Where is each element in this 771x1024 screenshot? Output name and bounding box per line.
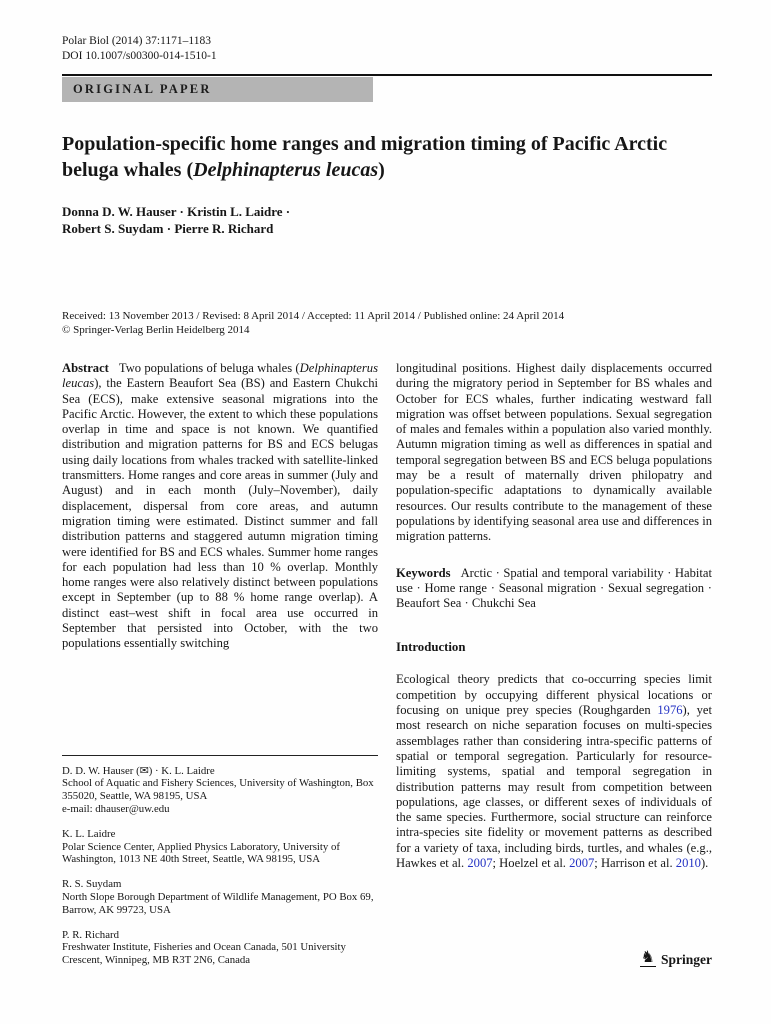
abstract-right: longitudinal positions. Highest daily displacements occurred during the migratory period in September for BS whales and October for ECS whales, further indicating westward fall migration was offset between populations. Sexual segregation of males and females within a population also varied monthly. Autumn migration timing as well as differences in spatial and temporal segregation between BS and ECS beluga populations may be a result of maternally driven philopatry and population-specific adaptations to dynamically available resources. Our results contribute to the management of these populations by identifying seasonal area use and differences in migration patterns. xyxy=(396,361,712,544)
keywords-text: Arctic · Spatial and temporal variability · Habitat use · Home range · Seasonal migration · Sexual segregation · Beaufort Sea · Chukchi Sea xyxy=(396,565,712,611)
body-columns xyxy=(62,361,712,967)
footnote-author-names: P. R. Richard xyxy=(62,928,119,941)
footnote-separator-rule xyxy=(62,755,378,756)
publication-dates xyxy=(62,309,712,337)
introduction-paragraph xyxy=(396,672,712,871)
footnote-author-names: K. L. Laidre xyxy=(62,827,116,840)
journal-doi: DOI 10.1007/s00300-014-1510-1 xyxy=(62,49,217,62)
citation-link-hawkes-2007[interactable]: 2007 xyxy=(467,856,493,871)
springer-horse-icon: ♞ xyxy=(640,949,655,966)
right-column xyxy=(396,361,712,967)
intro-text: ; Hoelzel et al. xyxy=(492,856,570,871)
species-name-italic: Delphinapterus leucas xyxy=(62,361,378,391)
paper-title xyxy=(62,131,710,183)
footnote-author-names: R. S. Suydam xyxy=(62,878,122,891)
author-line-1: Donna D. W. Hauser · Kristin L. Laidre · xyxy=(62,204,291,219)
affiliation-block xyxy=(62,828,378,866)
abstract-text: Two populations of beluga whales ( xyxy=(118,361,300,375)
left-column xyxy=(62,361,378,967)
affiliation-block xyxy=(62,929,378,967)
abstract-text: ), the Eastern Beaufort Sea (BS) and Eastern Chukchi Sea (ECS), make extensive seasonal migrations into the Pacific Arctic. However, the extent to which these populations overlap in time and space is not known. We quantified distribution and migration patterns for BS and ECS belugas using daily locations from whales tracked with satellite-linked transmitters. Home ranges and core areas in summer (July and August) and in each month (July–November), daily displacement, dispersal from core areas, and autumn migration timing were estimated. Distinct summer and fall distribution patterns and staggered autumn migration timing were identified for BS and ECS whales. Summer home ranges for each population had less than 10 % overlap. Monthly home ranges were also relatively distinct between populations except in September (up to 88 % home range overlap). A distinct east–west shift in focal area use occurred in September that persisted into October, with the two populations essentially switching xyxy=(62,376,378,651)
intro-text: ; Harrison et al. xyxy=(594,856,676,871)
footnote-email: e-mail: dhauser@uw.edu xyxy=(62,803,170,816)
footnote-affiliation: North Slope Borough Department of Wildlife Management, PO Box 69, Barrow, AK 99723, USA xyxy=(62,891,374,916)
abstract-left xyxy=(62,361,378,652)
citation-link-roughgarden-1976[interactable]: 1976 xyxy=(657,703,683,718)
citation-link-hoelzel-2007[interactable]: 2007 xyxy=(569,856,595,871)
affiliation-block xyxy=(62,878,378,916)
intro-text: ). xyxy=(700,856,709,871)
intro-text: ), yet most research on niche separation focuses on multi-species assemblages rather than considering intra-specific patterns of spatial or temporal segregation. Particularly for resource-limiting systems, spatial and temporal segregation in distribution patterns may result from competition between populations, age classes, or different sexes of individuals of the same species. Furthermore, social structure can reinforce intra-species site fidelity or movement patterns as described for a variety of taxa, including birds, turtles, and whales (e.g., Hawkes et al. xyxy=(396,703,712,871)
received-revised-accepted-line: Received: 13 November 2013 / Revised: 8 April 2014 / Accepted: 11 April 2014 / Published online: 24 April 2014 xyxy=(62,310,565,322)
author-list xyxy=(62,204,562,237)
intro-text: Ecological theory predicts that co-occurring species limit competition by occupying different physical locations or focusing on unique prey species (Roughgarden xyxy=(396,672,712,718)
keywords-label: Keywords xyxy=(396,565,451,580)
footnote-affiliation: School of Aquatic and Fishery Sciences, University of Washington, Box 355020, Seattle, WA 98195, USA xyxy=(62,777,374,803)
affiliation-block xyxy=(62,765,378,816)
footnote-affiliation: Polar Science Center, Applied Physics Laboratory, University of Washington, 1013 NE 40th Street, Seattle, WA 98195, USA xyxy=(62,840,341,866)
keywords-paragraph xyxy=(396,566,712,612)
publisher-name: Springer xyxy=(660,952,712,967)
abstract-label: Abstract xyxy=(62,361,109,375)
header-divider-rule xyxy=(62,74,712,76)
author-line-2: Robert S. Suydam · Pierre R. Richard xyxy=(62,220,274,236)
journal-header xyxy=(62,34,712,63)
paper-title-close: ) xyxy=(378,159,385,181)
article-type-banner: ORIGINAL PAPER xyxy=(62,77,373,102)
springer-logo xyxy=(640,950,712,967)
species-name-italic: Delphinapterus leucas xyxy=(193,159,379,181)
introduction-heading: Introduction xyxy=(396,640,466,655)
author-footnotes xyxy=(62,755,378,967)
footnote-affiliation: Freshwater Institute, Fisheries and Ocean Canada, 501 University Crescent, Winnipeg, MB R3T 2N6, Canada xyxy=(62,941,346,967)
citation-link-harrison-2010[interactable]: 2010 xyxy=(675,856,701,871)
journal-citation: Polar Biol (2014) 37:1171–1183 xyxy=(62,35,211,47)
copyright-line: © Springer-Verlag Berlin Heidelberg 2014 xyxy=(62,324,250,336)
footnote-author-names: D. D. W. Hauser (✉) · K. L. Laidre xyxy=(62,764,215,777)
paper-title-text: Population-specific home ranges and migration timing of Pacific Arctic beluga whales ( xyxy=(62,133,668,181)
